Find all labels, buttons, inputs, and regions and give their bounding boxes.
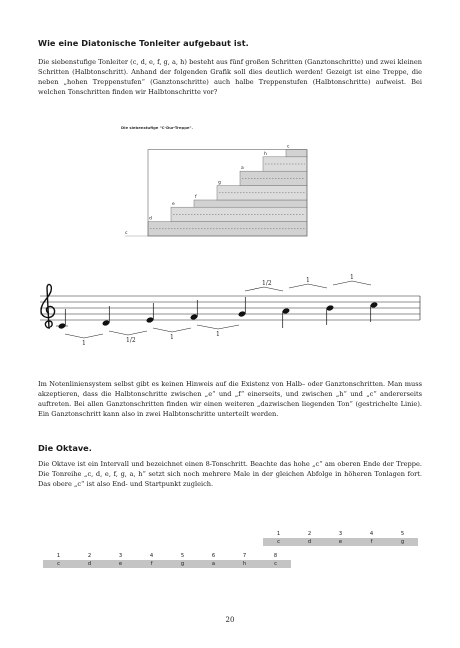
stair-note-label: a	[241, 166, 244, 172]
staff-lines	[40, 296, 420, 320]
table-cell: g	[167, 560, 198, 568]
page-number: 20	[225, 616, 235, 624]
table-cell: 3	[325, 530, 356, 538]
step-bracket	[197, 325, 239, 329]
step-bracket	[245, 287, 283, 291]
table-cell: 4	[136, 552, 167, 560]
table-row	[263, 538, 418, 546]
step-bracket	[289, 284, 327, 288]
table-row	[43, 560, 291, 568]
stair-note-label: e	[172, 202, 175, 208]
step-bracket	[65, 334, 103, 338]
step-label: 1	[216, 331, 220, 338]
stair-step	[286, 150, 307, 157]
staff-explanation-paragraph: Im Notenliniensystem selbst gibt es keinen Hinweis auf die Existenz von Halb– oder Ganztonschritten. Man muss akzeptieren, dass die Halbtonschritte zwischen „e“ und „f“ einerseits, und zwischen „h“ und „c“ andererseits auftreten. Bei allen Ganztonschritten finden wir einen weiteren „dazwischen liegenden Ton“ (gestrichelte Linie). Ein Ganztonschritt kann also in zwei Halbtonschritte unterteilt werden.	[38, 380, 422, 419]
section-heading-octave: Die Oktave.	[38, 443, 92, 453]
table-row	[43, 552, 291, 560]
table-cell: 4	[356, 530, 387, 538]
table-cell: 2	[294, 530, 325, 538]
table-cell: f	[356, 538, 387, 546]
table-cell: 6	[198, 552, 229, 560]
table-cell: c	[43, 560, 74, 568]
table-cell: 1	[263, 530, 294, 538]
c-major-staircase-figure	[115, 128, 315, 243]
step-label: 1	[82, 340, 86, 347]
step-label: 1	[350, 274, 354, 281]
table-cell: 7	[229, 552, 260, 560]
table-cell: c	[263, 538, 294, 546]
table-cell: f	[136, 560, 167, 568]
stair-note-label: f	[195, 195, 197, 200]
table-cell: d	[74, 560, 105, 568]
table-cell: d	[294, 538, 325, 546]
step-bracket	[109, 331, 147, 335]
table-cell: e	[325, 538, 356, 546]
table-cell: 3	[105, 552, 136, 560]
table-cell: g	[387, 538, 418, 546]
table-cell: e	[105, 560, 136, 568]
table-cell: 5	[387, 530, 418, 538]
step-bracket	[153, 328, 191, 332]
table-cell: c	[260, 560, 291, 568]
stair-step	[194, 200, 307, 207]
table-row	[263, 530, 418, 538]
step-label: 1/2	[126, 337, 136, 344]
table-cell: 5	[167, 552, 198, 560]
step-brackets	[65, 281, 371, 338]
step-label: 1	[306, 277, 310, 284]
table-cell: h	[229, 560, 260, 568]
step-bracket	[333, 281, 371, 285]
step-label: 1/2	[262, 280, 272, 287]
staircase-steps	[125, 150, 307, 236]
table-cell: 2	[74, 552, 105, 560]
treble-clef-icon	[41, 284, 55, 328]
stair-step	[263, 157, 307, 171]
table-cell: 8	[260, 552, 291, 560]
table-cell: 1	[43, 552, 74, 560]
staircase-title: Die siebenstufige "C-Dur-Treppe".	[121, 125, 193, 130]
octave-paragraph: Die Oktave ist ein Intervall und bezeichnet einen 8-Tonschritt. Beachte das hohe „c“ am oberen Ende der Treppe. Die Tonreihe „c, d, e, f, g, a, h“ setzt sich noch mehrere Male in der gleichen Abfolge in höheren Tonlagen fort. Das obere „c“ ist also End- und Startpunkt zugleich.	[38, 460, 422, 489]
stair-note-label: h	[264, 151, 267, 157]
table-cell: a	[198, 560, 229, 568]
music-staff-figure	[38, 274, 422, 350]
intro-paragraph: Die siebenstufige Tonleiter (c, d, e, f, g, a, h) besteht aus fünf großen Schritten (Ganztonschritte) und zwei kleinen Schritten (Halbtonschritt). Anhand der folgenden Grafik soll dies deutlich werden! Gezeigt ist eine Treppe, die neben „hohen Treppenstufen“ (Ganztonschritte) auch halbe Treppenstufen (Halbtonschritte) aufweist. Bei welchen Tonschritten finden wir Halbtonschritte vor?	[38, 58, 422, 97]
stair-note-label: c	[125, 231, 128, 236]
stair-note-label: g	[218, 180, 221, 186]
step-label: 1	[170, 334, 174, 341]
octave-table-high	[263, 530, 418, 546]
stair-note-label: d	[149, 216, 152, 222]
section-heading-diatonic-scale: Wie eine Diatonische Tonleiter aufgebaut ist.	[38, 38, 249, 48]
stair-note-label: c	[287, 144, 290, 150]
octave-table-low	[43, 552, 291, 568]
